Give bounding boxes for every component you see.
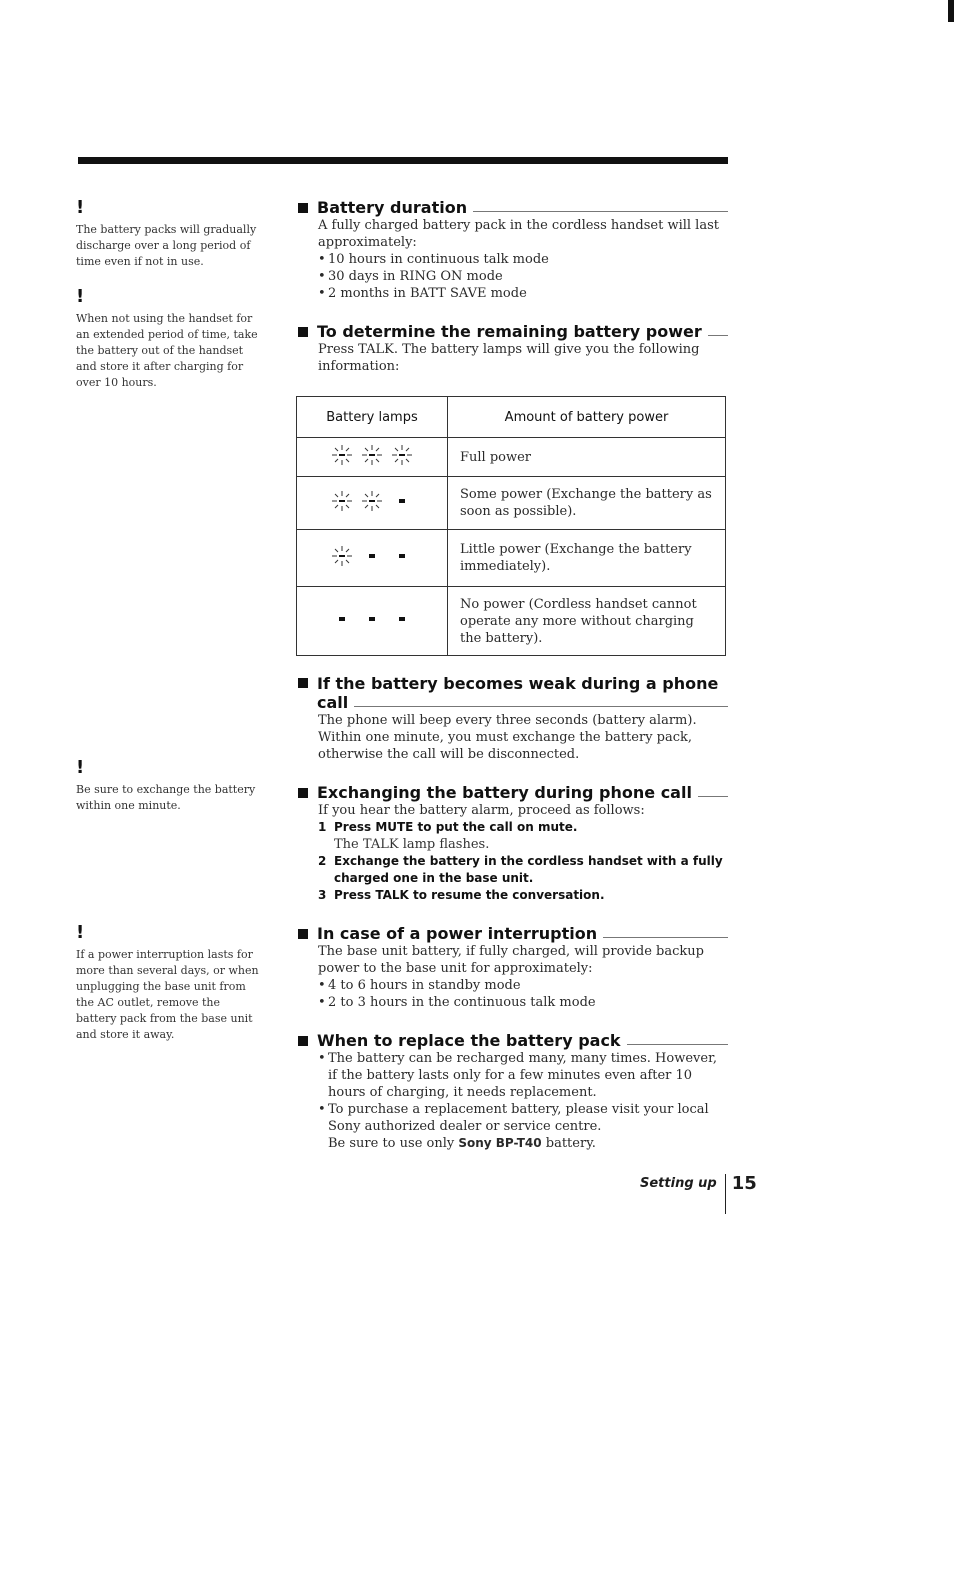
lit-lamp-icon — [360, 443, 384, 467]
heading-bullet-icon — [298, 203, 308, 213]
list-item: • 2 to 3 hours in the continuous talk mode — [318, 994, 728, 1011]
lamp-indicator — [330, 544, 414, 568]
side-note-2 — [76, 287, 262, 391]
note-symbol: ! — [76, 286, 85, 307]
step-item — [318, 819, 728, 853]
note-symbol: ! — [76, 757, 85, 778]
section-body — [298, 712, 728, 763]
intro-text: The base unit battery, if fully charged, will provide backup power to the base unit for approximately: — [318, 944, 704, 976]
section-heading — [298, 1031, 728, 1050]
heading-bullet-icon — [298, 788, 308, 798]
section-body — [298, 1050, 728, 1152]
section-body — [298, 802, 728, 904]
heading-rule — [698, 796, 728, 797]
off-lamp-icon — [390, 607, 414, 631]
step-number: 2 — [318, 854, 327, 868]
section-battery-duration — [298, 198, 728, 302]
heading-text: When to replace the battery pack — [317, 1031, 621, 1050]
table-row — [297, 438, 726, 477]
heading-rule — [473, 211, 728, 212]
lamp-indicator — [330, 607, 414, 631]
page-footer — [640, 1174, 757, 1214]
heading-text: To determine the remaining battery power — [317, 322, 702, 341]
section-body — [298, 943, 728, 1011]
intro-text: If you hear the battery alarm, proceed as follows: — [318, 803, 645, 818]
off-lamp-icon — [390, 489, 414, 513]
list-item: • The battery can be recharged many, many times. However, if the battery lasts only for a few minutes even after 10 hours of charging, it needs replacement. — [318, 1050, 728, 1101]
off-lamp-icon — [360, 607, 384, 631]
lit-lamp-icon — [330, 443, 354, 467]
heading-bullet-icon — [298, 929, 308, 939]
section-heading — [298, 674, 728, 712]
heading-rule — [354, 706, 728, 707]
lamp-indicator — [330, 443, 414, 467]
page-number: 15 — [725, 1174, 757, 1214]
note-text: The battery packs will gradually discharge over a long period of time even if not in use. — [76, 223, 257, 268]
section-weak-battery — [298, 674, 728, 763]
table-row — [297, 530, 726, 587]
heading-text: If the battery becomes weak during a phone — [317, 674, 719, 693]
steps-list — [318, 819, 728, 904]
final-note-post: battery. — [545, 1136, 596, 1151]
heading-bullet-icon — [298, 327, 308, 337]
list-item — [318, 1101, 728, 1152]
section-heading — [298, 783, 728, 802]
backup-list — [318, 977, 728, 1011]
list-item: • 4 to 6 hours in standby mode — [318, 977, 728, 994]
heading-rule — [708, 335, 728, 336]
lamp-cell — [297, 477, 448, 530]
section-remaining-power — [298, 322, 728, 375]
lit-lamp-icon — [330, 489, 354, 513]
lit-lamp-icon — [390, 443, 414, 467]
list-item: • 30 days in RING ON mode — [318, 268, 728, 285]
table-row — [297, 477, 726, 530]
note-text: If a power interruption lasts for more than several days, or when unplugging the base unit from the AC outlet, remove the battery pack from the base unit and store it away. — [76, 948, 259, 1041]
heading-text: Exchanging the battery during phone call — [317, 783, 692, 802]
side-note-3 — [76, 758, 262, 814]
note-text: When not using the handset for an extended period of time, take the battery out of the handset and store it after charging for over 10 hours. — [76, 312, 258, 389]
body-text: The phone will beep every three seconds (battery alarm). Within one minute, you must exchange the battery pack, otherwise the call will be disconnected. — [318, 713, 697, 762]
intro-text: Press TALK. The battery lamps will give you the following information: — [318, 342, 700, 374]
side-note-4 — [76, 923, 262, 1043]
final-note-pre: Be sure to use only — [328, 1136, 455, 1151]
duration-list — [318, 251, 728, 302]
footer-section-title: Setting up — [640, 1176, 717, 1191]
product-name: Sony BP-T40 — [458, 1136, 542, 1150]
heading-rule — [627, 1044, 728, 1045]
step-number: 3 — [318, 888, 327, 902]
lit-lamp-icon — [330, 544, 354, 568]
header-rule — [78, 157, 728, 164]
power-description: Full power — [448, 438, 726, 477]
lamp-cell — [297, 587, 448, 656]
heading-text: call — [317, 693, 349, 712]
heading-line-2 — [298, 693, 728, 712]
off-lamp-icon — [330, 607, 354, 631]
intro-text: A fully charged battery pack in the cordless handset will last approximately: — [318, 218, 719, 250]
lamp-cell — [297, 438, 448, 477]
column-header: Battery lamps — [297, 397, 448, 438]
replace-list — [318, 1050, 728, 1152]
note-symbol: ! — [76, 922, 85, 943]
step-text: Exchange the battery in the cordless handset with a fully charged one in the base unit. — [334, 854, 723, 885]
lamp-indicator — [330, 489, 414, 513]
heading-bullet-icon — [298, 678, 308, 688]
step-subtext: The TALK lamp flashes. — [334, 837, 490, 852]
lamp-cell — [297, 530, 448, 587]
section-heading — [298, 924, 728, 943]
section-exchanging-battery — [298, 783, 728, 904]
list-item: • 10 hours in continuous talk mode — [318, 251, 728, 268]
heading-text: In case of a power interruption — [317, 924, 598, 943]
heading-rule — [603, 937, 728, 938]
section-body — [298, 341, 728, 375]
step-number: 1 — [318, 820, 327, 834]
table-row — [297, 587, 726, 656]
step-item — [318, 853, 728, 887]
page-edge-mark — [948, 0, 954, 22]
table-header-row — [297, 397, 726, 438]
section-body — [298, 217, 728, 302]
power-description: Little power (Exchange the battery immediately). — [448, 530, 726, 587]
section-replace-battery — [298, 1031, 728, 1152]
off-lamp-icon — [390, 544, 414, 568]
heading-bullet-icon — [298, 1036, 308, 1046]
list-item: • 2 months in BATT SAVE mode — [318, 285, 728, 302]
section-power-interruption — [298, 924, 728, 1011]
step-text: Press TALK to resume the conversation. — [334, 888, 605, 902]
section-heading — [298, 198, 728, 217]
battery-lamp-table — [296, 396, 726, 656]
power-description: Some power (Exchange the battery as soon as possible). — [448, 477, 726, 530]
lit-lamp-icon — [360, 489, 384, 513]
column-header: Amount of battery power — [448, 397, 726, 438]
heading-text: Battery duration — [317, 198, 468, 217]
off-lamp-icon — [360, 544, 384, 568]
note-symbol: ! — [76, 197, 85, 218]
note-text: Be sure to exchange the battery within one minute. — [76, 783, 256, 812]
step-text: Press MUTE to put the call on mute. — [334, 820, 578, 834]
side-note-1 — [76, 198, 262, 270]
section-heading — [298, 322, 728, 341]
list-item-text: To purchase a replacement battery, please visit your local Sony authorized dealer or service centre. — [328, 1102, 709, 1134]
power-description: No power (Cordless handset cannot operate any more without charging the battery). — [448, 587, 726, 656]
step-item — [318, 887, 728, 904]
